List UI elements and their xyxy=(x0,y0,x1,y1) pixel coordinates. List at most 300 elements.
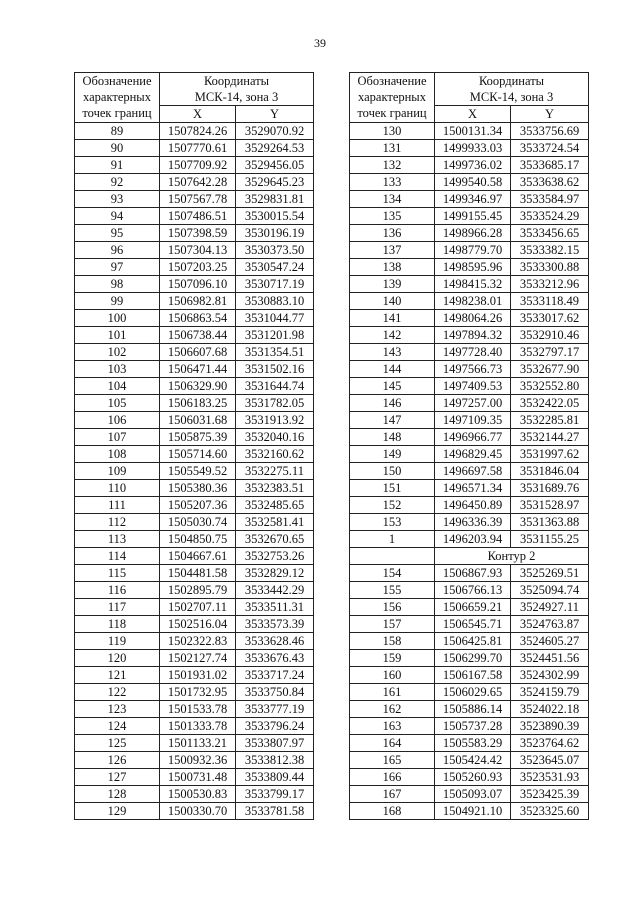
coord-y: 3529456.05 xyxy=(236,157,314,174)
point-number: 159 xyxy=(350,650,435,667)
coord-x: 1504667.61 xyxy=(160,548,236,565)
header-label-line: Обозначение xyxy=(357,74,427,88)
table-row xyxy=(75,616,314,633)
coord-y: 3529264.53 xyxy=(236,140,314,157)
coords-title: Координаты xyxy=(478,74,545,88)
coord-x: 1498966.28 xyxy=(435,225,511,242)
coord-y: 3530196.19 xyxy=(236,225,314,242)
coord-x: 1507096.10 xyxy=(160,276,236,293)
coord-y: 3533584.97 xyxy=(511,191,589,208)
coord-y: 3532422.05 xyxy=(511,395,589,412)
point-number: 134 xyxy=(350,191,435,208)
point-number: 158 xyxy=(350,633,435,650)
header-label-line: точек границ xyxy=(82,106,152,120)
table-row xyxy=(75,123,314,140)
coord-y: 3523764.62 xyxy=(511,735,589,752)
table-row xyxy=(75,650,314,667)
coord-y: 3531354.51 xyxy=(236,344,314,361)
section-label: Контур 2 xyxy=(435,548,589,565)
coord-y: 3523425.39 xyxy=(511,786,589,803)
coord-y: 3533511.31 xyxy=(236,599,314,616)
table-row xyxy=(350,599,589,616)
coord-y: 3533809.44 xyxy=(236,769,314,786)
table-row xyxy=(75,140,314,157)
table-row xyxy=(350,259,589,276)
table-row xyxy=(75,276,314,293)
coord-y: 3531846.04 xyxy=(511,463,589,480)
table-row xyxy=(75,395,314,412)
coord-y: 3531044.77 xyxy=(236,310,314,327)
coord-x: 1496450.89 xyxy=(435,497,511,514)
point-number: 150 xyxy=(350,463,435,480)
point-number: 153 xyxy=(350,514,435,531)
point-number: 90 xyxy=(75,140,160,157)
coord-y: 3524605.27 xyxy=(511,633,589,650)
table-row xyxy=(75,293,314,310)
table-row xyxy=(350,531,589,548)
table-row xyxy=(350,684,589,701)
point-number: 138 xyxy=(350,259,435,276)
coord-y: 3532275.11 xyxy=(236,463,314,480)
point-number: 127 xyxy=(75,769,160,786)
point-number: 106 xyxy=(75,412,160,429)
coord-x: 1499933.03 xyxy=(435,140,511,157)
point-number: 167 xyxy=(350,786,435,803)
coord-x: 1507486.51 xyxy=(160,208,236,225)
table-row xyxy=(75,514,314,531)
table-row xyxy=(75,480,314,497)
point-number: 114 xyxy=(75,548,160,565)
coordinates-table-right xyxy=(349,72,589,820)
coord-y: 3533212.96 xyxy=(511,276,589,293)
coord-x: 1499155.45 xyxy=(435,208,511,225)
coord-y: 3532910.46 xyxy=(511,327,589,344)
coord-y: 3524022.18 xyxy=(511,701,589,718)
coord-x: 1498779.70 xyxy=(435,242,511,259)
coord-x: 1500731.48 xyxy=(160,769,236,786)
table-row xyxy=(75,208,314,225)
coord-x: 1498595.96 xyxy=(435,259,511,276)
table-row xyxy=(75,344,314,361)
table-row xyxy=(350,174,589,191)
coord-y: 3531644.74 xyxy=(236,378,314,395)
point-number: 102 xyxy=(75,344,160,361)
point-number: 94 xyxy=(75,208,160,225)
table-row xyxy=(75,803,314,820)
point-number: 168 xyxy=(350,803,435,820)
coord-x: 1507567.78 xyxy=(160,191,236,208)
point-number: 113 xyxy=(75,531,160,548)
coord-x: 1505380.36 xyxy=(160,480,236,497)
coord-y: 3533676.43 xyxy=(236,650,314,667)
coord-x: 1496571.34 xyxy=(435,480,511,497)
table-row xyxy=(350,225,589,242)
coord-x: 1505549.52 xyxy=(160,463,236,480)
coord-x: 1496203.94 xyxy=(435,531,511,548)
table-row xyxy=(350,208,589,225)
coord-x: 1507770.61 xyxy=(160,140,236,157)
point-number: 124 xyxy=(75,718,160,735)
table-row xyxy=(75,701,314,718)
point-number: 163 xyxy=(350,718,435,735)
header-coords-title xyxy=(435,73,589,106)
table-row xyxy=(350,412,589,429)
coord-y: 3533017.62 xyxy=(511,310,589,327)
coord-x: 1507398.59 xyxy=(160,225,236,242)
point-number: 142 xyxy=(350,327,435,344)
table-row xyxy=(350,667,589,684)
coord-x: 1500932.36 xyxy=(160,752,236,769)
coord-x: 1506545.71 xyxy=(435,616,511,633)
table-row xyxy=(350,293,589,310)
coord-x: 1504481.58 xyxy=(160,565,236,582)
table-row xyxy=(75,582,314,599)
header-point-designation xyxy=(350,73,435,123)
point-number: 152 xyxy=(350,497,435,514)
table-row xyxy=(75,463,314,480)
coord-x: 1501732.95 xyxy=(160,684,236,701)
header-y: Y xyxy=(236,106,314,123)
point-number: 139 xyxy=(350,276,435,293)
coord-y: 3530717.19 xyxy=(236,276,314,293)
coord-x: 1498238.01 xyxy=(435,293,511,310)
point-number: 161 xyxy=(350,684,435,701)
coord-x: 1504921.10 xyxy=(435,803,511,820)
table-row xyxy=(350,769,589,786)
coord-y: 3531201.98 xyxy=(236,327,314,344)
coord-y: 3533812.38 xyxy=(236,752,314,769)
coord-y: 3532797.17 xyxy=(511,344,589,361)
point-number: 165 xyxy=(350,752,435,769)
coord-y: 3525269.51 xyxy=(511,565,589,582)
coords-system: МСК-14, зона 3 xyxy=(194,90,279,104)
coord-y: 3523890.39 xyxy=(511,718,589,735)
table-row xyxy=(75,174,314,191)
point-number: 141 xyxy=(350,310,435,327)
coord-x: 1500530.83 xyxy=(160,786,236,803)
coord-x: 1497728.40 xyxy=(435,344,511,361)
table-row xyxy=(75,446,314,463)
point-number: 117 xyxy=(75,599,160,616)
coord-x: 1504850.75 xyxy=(160,531,236,548)
coord-x: 1506029.65 xyxy=(435,684,511,701)
coord-y: 3531155.25 xyxy=(511,531,589,548)
coord-y: 3533628.46 xyxy=(236,633,314,650)
coord-y: 3533756.69 xyxy=(511,123,589,140)
coord-x: 1499736.02 xyxy=(435,157,511,174)
point-number: 105 xyxy=(75,395,160,412)
table-row xyxy=(75,310,314,327)
point-number: 131 xyxy=(350,140,435,157)
coord-x: 1507203.25 xyxy=(160,259,236,276)
coord-x: 1505875.39 xyxy=(160,429,236,446)
coord-y: 3530373.50 xyxy=(236,242,314,259)
coord-x: 1506425.81 xyxy=(435,633,511,650)
point-number: 129 xyxy=(75,803,160,820)
point-number: 98 xyxy=(75,276,160,293)
table-row xyxy=(75,191,314,208)
header-point-designation xyxy=(75,73,160,123)
coord-y: 3532829.12 xyxy=(236,565,314,582)
table-row xyxy=(75,412,314,429)
coord-x: 1496697.58 xyxy=(435,463,511,480)
point-number: 97 xyxy=(75,259,160,276)
coord-x: 1506329.90 xyxy=(160,378,236,395)
coord-y: 3531689.76 xyxy=(511,480,589,497)
coord-y: 3533524.29 xyxy=(511,208,589,225)
point-number: 132 xyxy=(350,157,435,174)
point-number: 121 xyxy=(75,667,160,684)
coord-y: 3531913.92 xyxy=(236,412,314,429)
point-number: 143 xyxy=(350,344,435,361)
coord-y: 3533442.29 xyxy=(236,582,314,599)
table-row xyxy=(75,769,314,786)
point-number: 166 xyxy=(350,769,435,786)
coord-y: 3532383.51 xyxy=(236,480,314,497)
table-row xyxy=(75,497,314,514)
table-row xyxy=(350,242,589,259)
coord-x: 1501133.21 xyxy=(160,735,236,752)
header-label-line: характерных xyxy=(358,90,426,104)
coord-y: 3533799.17 xyxy=(236,786,314,803)
point-number: 154 xyxy=(350,565,435,582)
point-number: 147 xyxy=(350,412,435,429)
point-number: 115 xyxy=(75,565,160,582)
page-number: 39 xyxy=(314,36,326,50)
coord-x: 1502707.11 xyxy=(160,599,236,616)
table-row xyxy=(75,225,314,242)
point-number: 155 xyxy=(350,582,435,599)
point-number: 122 xyxy=(75,684,160,701)
coord-x: 1506183.25 xyxy=(160,395,236,412)
header-x: X xyxy=(435,106,511,123)
table-row xyxy=(350,276,589,293)
coord-x: 1501333.78 xyxy=(160,718,236,735)
table-row xyxy=(350,327,589,344)
coord-x: 1502322.83 xyxy=(160,633,236,650)
coord-x: 1506471.44 xyxy=(160,361,236,378)
table-row xyxy=(350,446,589,463)
coord-x: 1496829.45 xyxy=(435,446,511,463)
coord-x: 1506299.70 xyxy=(435,650,511,667)
point-number: 136 xyxy=(350,225,435,242)
coord-x: 1506607.68 xyxy=(160,344,236,361)
point-number: 107 xyxy=(75,429,160,446)
coord-x: 1505583.29 xyxy=(435,735,511,752)
coord-x: 1502127.74 xyxy=(160,650,236,667)
coord-x: 1496336.39 xyxy=(435,514,511,531)
coords-title: Координаты xyxy=(203,74,270,88)
table-row xyxy=(350,480,589,497)
coord-y: 3532144.27 xyxy=(511,429,589,446)
coord-y: 3532581.41 xyxy=(236,514,314,531)
coord-y: 3524159.79 xyxy=(511,684,589,701)
table-row xyxy=(350,344,589,361)
coord-y: 3531502.16 xyxy=(236,361,314,378)
table-row xyxy=(75,633,314,650)
coord-x: 1501533.78 xyxy=(160,701,236,718)
table-row xyxy=(75,378,314,395)
point-number: 133 xyxy=(350,174,435,191)
coord-x: 1505030.74 xyxy=(160,514,236,531)
coord-y: 3532552.80 xyxy=(511,378,589,395)
coord-y: 3533796.24 xyxy=(236,718,314,735)
table-row xyxy=(75,667,314,684)
coord-x: 1502516.04 xyxy=(160,616,236,633)
coord-y: 3523645.07 xyxy=(511,752,589,769)
coord-x: 1497894.32 xyxy=(435,327,511,344)
point-number: 96 xyxy=(75,242,160,259)
coord-x: 1505260.93 xyxy=(435,769,511,786)
point-number: 146 xyxy=(350,395,435,412)
table-row xyxy=(75,718,314,735)
point-number: 111 xyxy=(75,497,160,514)
coord-x: 1502895.79 xyxy=(160,582,236,599)
point-number: 92 xyxy=(75,174,160,191)
coord-y: 3532753.26 xyxy=(236,548,314,565)
point-number: 128 xyxy=(75,786,160,803)
point-number: 100 xyxy=(75,310,160,327)
table-row xyxy=(350,429,589,446)
coord-y: 3531997.62 xyxy=(511,446,589,463)
coords-system: МСК-14, зона 3 xyxy=(469,90,554,104)
coord-x: 1507642.28 xyxy=(160,174,236,191)
table-row xyxy=(75,259,314,276)
coord-y: 3532040.16 xyxy=(236,429,314,446)
coord-x: 1500330.70 xyxy=(160,803,236,820)
coord-y: 3531363.88 xyxy=(511,514,589,531)
point-number: 89 xyxy=(75,123,160,140)
header-x: X xyxy=(160,106,236,123)
table-row xyxy=(350,497,589,514)
coord-x: 1506766.13 xyxy=(435,582,511,599)
coord-y: 3531782.05 xyxy=(236,395,314,412)
coord-y: 3533750.84 xyxy=(236,684,314,701)
point-number: 130 xyxy=(350,123,435,140)
coord-x: 1497109.35 xyxy=(435,412,511,429)
point-number: 126 xyxy=(75,752,160,769)
point-number: 137 xyxy=(350,242,435,259)
table-row xyxy=(350,718,589,735)
coordinates-table-left xyxy=(74,72,314,820)
table-row xyxy=(350,803,589,820)
point-number: 119 xyxy=(75,633,160,650)
coord-x: 1501931.02 xyxy=(160,667,236,684)
point-number: 123 xyxy=(75,701,160,718)
coord-y: 3529070.92 xyxy=(236,123,314,140)
coord-x: 1507709.92 xyxy=(160,157,236,174)
point-number: 162 xyxy=(350,701,435,718)
coord-x: 1507824.26 xyxy=(160,123,236,140)
table-row xyxy=(75,327,314,344)
section-spacer xyxy=(350,548,435,565)
table-row xyxy=(350,310,589,327)
point-number: 135 xyxy=(350,208,435,225)
table-row xyxy=(350,123,589,140)
coord-y: 3523531.93 xyxy=(511,769,589,786)
table-body xyxy=(75,73,314,820)
table-row xyxy=(350,361,589,378)
table-row xyxy=(350,378,589,395)
header-coords-title xyxy=(160,73,314,106)
point-number: 91 xyxy=(75,157,160,174)
point-number: 108 xyxy=(75,446,160,463)
point-number: 103 xyxy=(75,361,160,378)
point-number: 93 xyxy=(75,191,160,208)
header-label-line: точек границ xyxy=(357,106,427,120)
coord-x: 1506167.58 xyxy=(435,667,511,684)
table-row xyxy=(350,616,589,633)
coord-x: 1497566.73 xyxy=(435,361,511,378)
coord-x: 1507304.13 xyxy=(160,242,236,259)
table-row xyxy=(75,735,314,752)
table-row xyxy=(350,191,589,208)
table-row xyxy=(75,548,314,565)
table-row xyxy=(350,701,589,718)
coord-x: 1505886.14 xyxy=(435,701,511,718)
point-number: 157 xyxy=(350,616,435,633)
point-number: 109 xyxy=(75,463,160,480)
table-row xyxy=(350,395,589,412)
coord-y: 3532285.81 xyxy=(511,412,589,429)
coord-x: 1505093.07 xyxy=(435,786,511,803)
table-row xyxy=(75,599,314,616)
point-number: 156 xyxy=(350,599,435,616)
coord-y: 3531528.97 xyxy=(511,497,589,514)
point-number: 99 xyxy=(75,293,160,310)
coord-x: 1506031.68 xyxy=(160,412,236,429)
coord-y: 3533685.17 xyxy=(511,157,589,174)
coord-y: 3533382.15 xyxy=(511,242,589,259)
coord-x: 1497409.53 xyxy=(435,378,511,395)
point-number: 112 xyxy=(75,514,160,531)
coord-y: 3533781.58 xyxy=(236,803,314,820)
coord-x: 1505714.60 xyxy=(160,446,236,463)
table-row xyxy=(75,684,314,701)
coord-y: 3524927.11 xyxy=(511,599,589,616)
coord-y: 3532670.65 xyxy=(236,531,314,548)
point-number: 149 xyxy=(350,446,435,463)
point-number: 125 xyxy=(75,735,160,752)
table-row xyxy=(75,242,314,259)
coord-y: 3530547.24 xyxy=(236,259,314,276)
point-number: 110 xyxy=(75,480,160,497)
coord-x: 1498064.26 xyxy=(435,310,511,327)
coord-y: 3533724.54 xyxy=(511,140,589,157)
header-y: Y xyxy=(511,106,589,123)
header-label-line: Обозначение xyxy=(82,74,152,88)
coord-y: 3533573.39 xyxy=(236,616,314,633)
table-row xyxy=(350,752,589,769)
coord-y: 3524451.56 xyxy=(511,650,589,667)
table-row xyxy=(75,361,314,378)
coord-y: 3533638.62 xyxy=(511,174,589,191)
point-number: 101 xyxy=(75,327,160,344)
coord-y: 3530883.10 xyxy=(236,293,314,310)
point-number: 164 xyxy=(350,735,435,752)
table-row xyxy=(350,786,589,803)
point-number: 95 xyxy=(75,225,160,242)
coord-y: 3533456.65 xyxy=(511,225,589,242)
coord-x: 1506659.21 xyxy=(435,599,511,616)
table-body xyxy=(350,73,589,820)
coord-y: 3533807.97 xyxy=(236,735,314,752)
coord-y: 3529645.23 xyxy=(236,174,314,191)
coord-y: 3523325.60 xyxy=(511,803,589,820)
coord-y: 3524302.99 xyxy=(511,667,589,684)
table-row xyxy=(350,582,589,599)
coord-x: 1499346.97 xyxy=(435,191,511,208)
